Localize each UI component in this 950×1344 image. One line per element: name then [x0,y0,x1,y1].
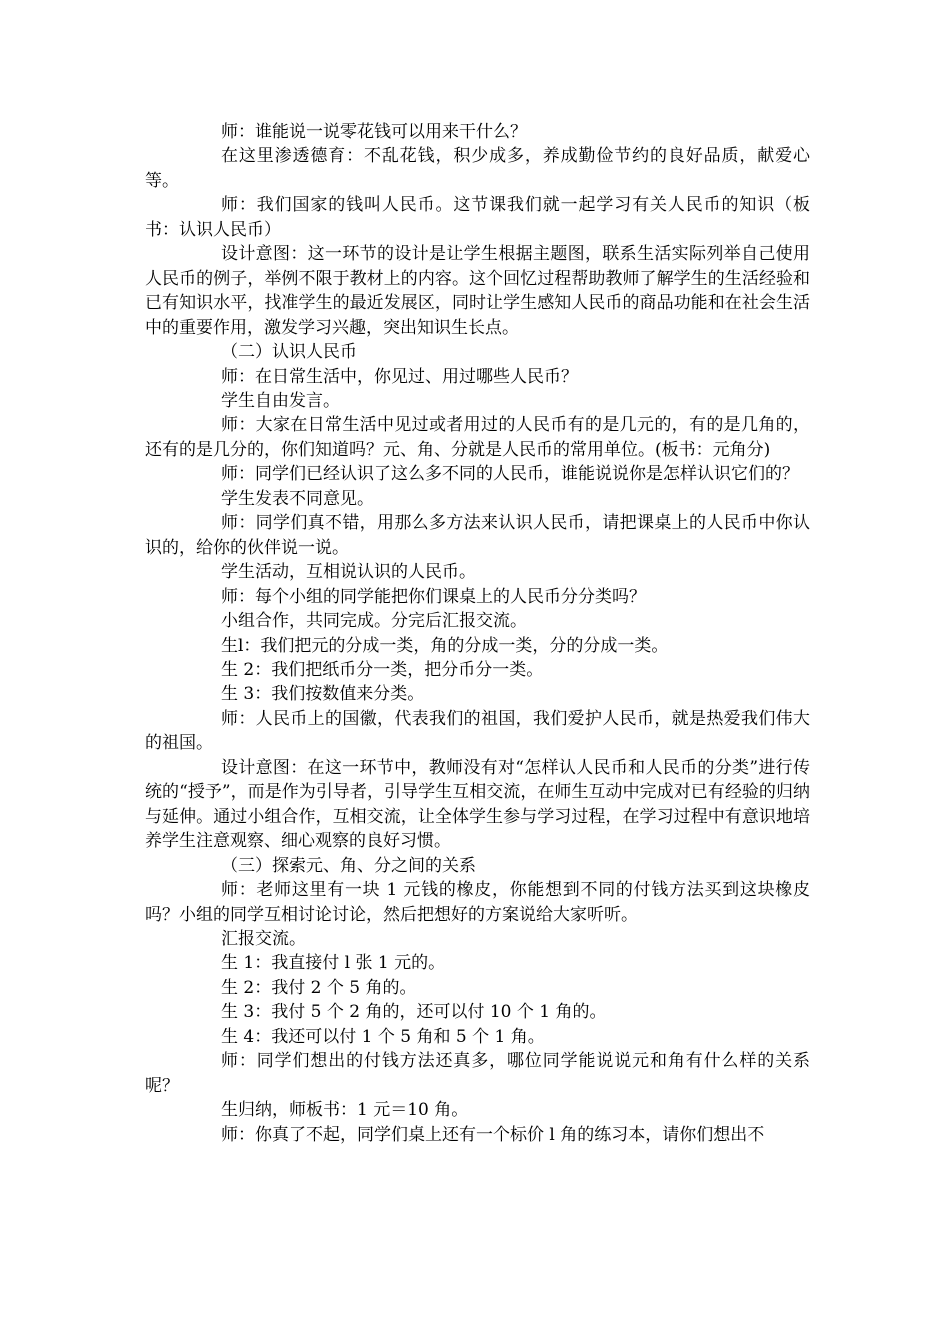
paragraph: 师：同学们真不错，用那么多方法来认识人民币，请把课桌上的人民币中你认识的，给你的伙伴说一说。 [145,513,810,558]
paragraph: 设计意图：在这一环节中，教师没有对“怎样认人民币和人民币的分类”进行传统的“授予”，而是作为引导者，引导学生互相交流，在师生互动中完成对已有经验的归纳与延伸。通过小组合作，互相交流，让全体学生参与学习过程，在学习过程中有意识地培养学生注意观察、细心观察的良好习惯。 [145,757,810,852]
paragraph: 师：你真了不起，同学们桌上还有一个标价 l 角的练习本，请你们想出不 [221,1124,765,1145]
paragraph: 生 2：我们把纸币分一类，把分币分一类。 [221,659,544,680]
paragraph: 学生发表不同意见。 [221,488,374,509]
paragraph: 师：大家在日常生活中见过或者用过的人民币有的是几元的，有的是几角的，还有的是几分的，你们知道吗？元、角、分就是人民币的常用单位。(板书：元角分) [145,415,810,460]
paragraph: 师：同学们已经认识了这么多不同的人民币，谁能说说你是怎样认识它们的？ [221,464,799,485]
paragraph: 生 3：我们按数值来分类。 [221,684,425,705]
section-heading: （二）认识人民币 [221,342,357,363]
paragraph: 生 4：我还可以付 1 个 5 角和 5 个 1 角。 [221,1026,545,1047]
paragraph: 师：同学们想出的付钱方法还真多，哪位同学能说说元和角有什么样的关系呢？ [145,1051,810,1096]
paragraph: 师：我们国家的钱叫人民币。这节课我们就一起学习有关人民币的知识（板书：认识人民币） [145,195,810,240]
paragraph: 师：人民币上的国徽，代表我们的祖国，我们爱护人民币，就是热爱我们伟大的祖国。 [145,708,810,754]
paragraph: 小组合作，共同完成。分完后汇报交流。 [221,611,527,632]
paragraph: 师：每个小组的同学能把你们课桌上的人民币分分类吗？ [221,586,646,607]
paragraph: 生 1：我直接付 l 张 1 元的。 [221,953,446,974]
paragraph: 学生活动，互相说认识的人民币。 [221,562,476,583]
paragraph: 师：谁能说一说零花钱可以用来干什么？ [221,122,527,142]
paragraph: 在这里渗透德育：不乱花钱，积少成多，养成勤俭节约的良好品质，献爱心等。 [145,146,810,191]
paragraph: 汇报交流。 [221,928,306,949]
paragraph: 设计意图：这一环节的设计是让学生根据主题图，联系生活实际列举自己使用人民币的例子，举例不限于教材上的内容。这个回忆过程帮助教师了解学生的生活经验和已有知识水平，找准学生的最近发展区，同时让学生感知人民币的商品功能和在社会生活中的重要作用，激发学习兴趣，突出知识生长点。 [145,244,810,338]
paragraph: 学生自由发言。 [221,390,340,411]
document-page [145,120,810,1147]
section-heading: （三）探索元、角、分之间的关系 [221,855,476,876]
paragraph: 师：在日常生活中，你见过、用过哪些人民币？ [221,366,578,387]
paragraph: 师：老师这里有一块 1 元钱的橡皮，你能想到不同的付钱方法买到这块橡皮吗？小组的同学互相讨论讨论，然后把想好的方案说给大家听听。 [145,880,810,925]
paragraph: 生 2：我付 2 个 5 角的。 [221,977,417,998]
paragraph: 生 3：我付 5 个 2 角的，还可以付 10 个 1 角的。 [221,1002,607,1023]
paragraph: 生归纳，师板书：1 元＝10 角。 [221,1100,469,1121]
paragraph: 生l：我们把元的分成一类，角的分成一类，分的分成一类。 [221,635,669,656]
